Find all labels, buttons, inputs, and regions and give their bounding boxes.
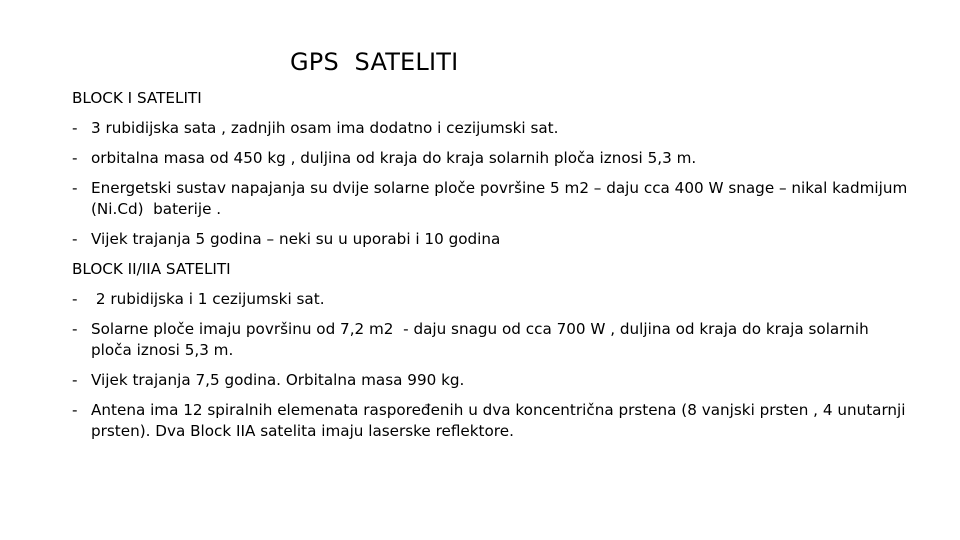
bullet-dash: - — [72, 149, 78, 167]
bullet-text: Solarne ploče imaju površinu od 7,2 m2 - daju snagu od cca 700 W , duljina od kraja do kraja solarnih ploča iznosi 5,3 m. — [91, 320, 874, 359]
bullet-text: Vijek trajanja 7,5 godina. Orbitalna masa 990 kg. — [91, 371, 465, 389]
bullet-text: Antena ima 12 spiralnih elemenata raspoređenih u dva koncentrična prstena (8 vanjski prsten , 4 unutarnji prsten). Dva Block IIA satelita imaju laserske reflektore. — [91, 401, 911, 440]
list-item — [72, 400, 912, 442]
list-item — [72, 148, 912, 169]
section-heading-block-i: BLOCK I SATELITI — [72, 89, 202, 107]
bullet-dash: - — [72, 179, 78, 197]
bullet-dash: - — [72, 230, 78, 248]
list-item — [72, 178, 912, 220]
list-item — [72, 118, 912, 139]
list-item — [72, 289, 912, 310]
bullet-dash: - — [72, 320, 78, 338]
bullet-text: orbitalna masa od 450 kg , duljina od kraja do kraja solarnih ploča iznosi 5,3 m. — [91, 149, 697, 167]
slide-title: GPS SATELITI — [290, 48, 459, 76]
bullet-text: 3 rubidijska sata , zadnjih osam ima dodatno i cezijumski sat. — [91, 119, 559, 137]
section-heading-block-ii: BLOCK II/IIA SATELITI — [72, 260, 231, 278]
bullet-dash: - — [72, 290, 78, 308]
bullet-list-block-ii — [72, 289, 912, 442]
bullet-text: Energetski sustav napajanja su dvije solarne ploče površine 5 m2 – daju cca 400 W snage – nikal kadmijum (Ni.Cd) baterije . — [91, 179, 913, 218]
bullet-dash: - — [72, 401, 78, 419]
list-item — [72, 229, 912, 250]
bullet-text: Vijek trajanja 5 godina – neki su u uporabi i 10 godina — [91, 230, 501, 248]
slide-content — [72, 88, 912, 451]
bullet-list-block-i — [72, 118, 912, 250]
bullet-text: 2 rubidijska i 1 cezijumski sat. — [91, 290, 325, 308]
bullet-dash: - — [72, 371, 78, 389]
bullet-dash: - — [72, 119, 78, 137]
list-item — [72, 370, 912, 391]
list-item — [72, 319, 912, 361]
